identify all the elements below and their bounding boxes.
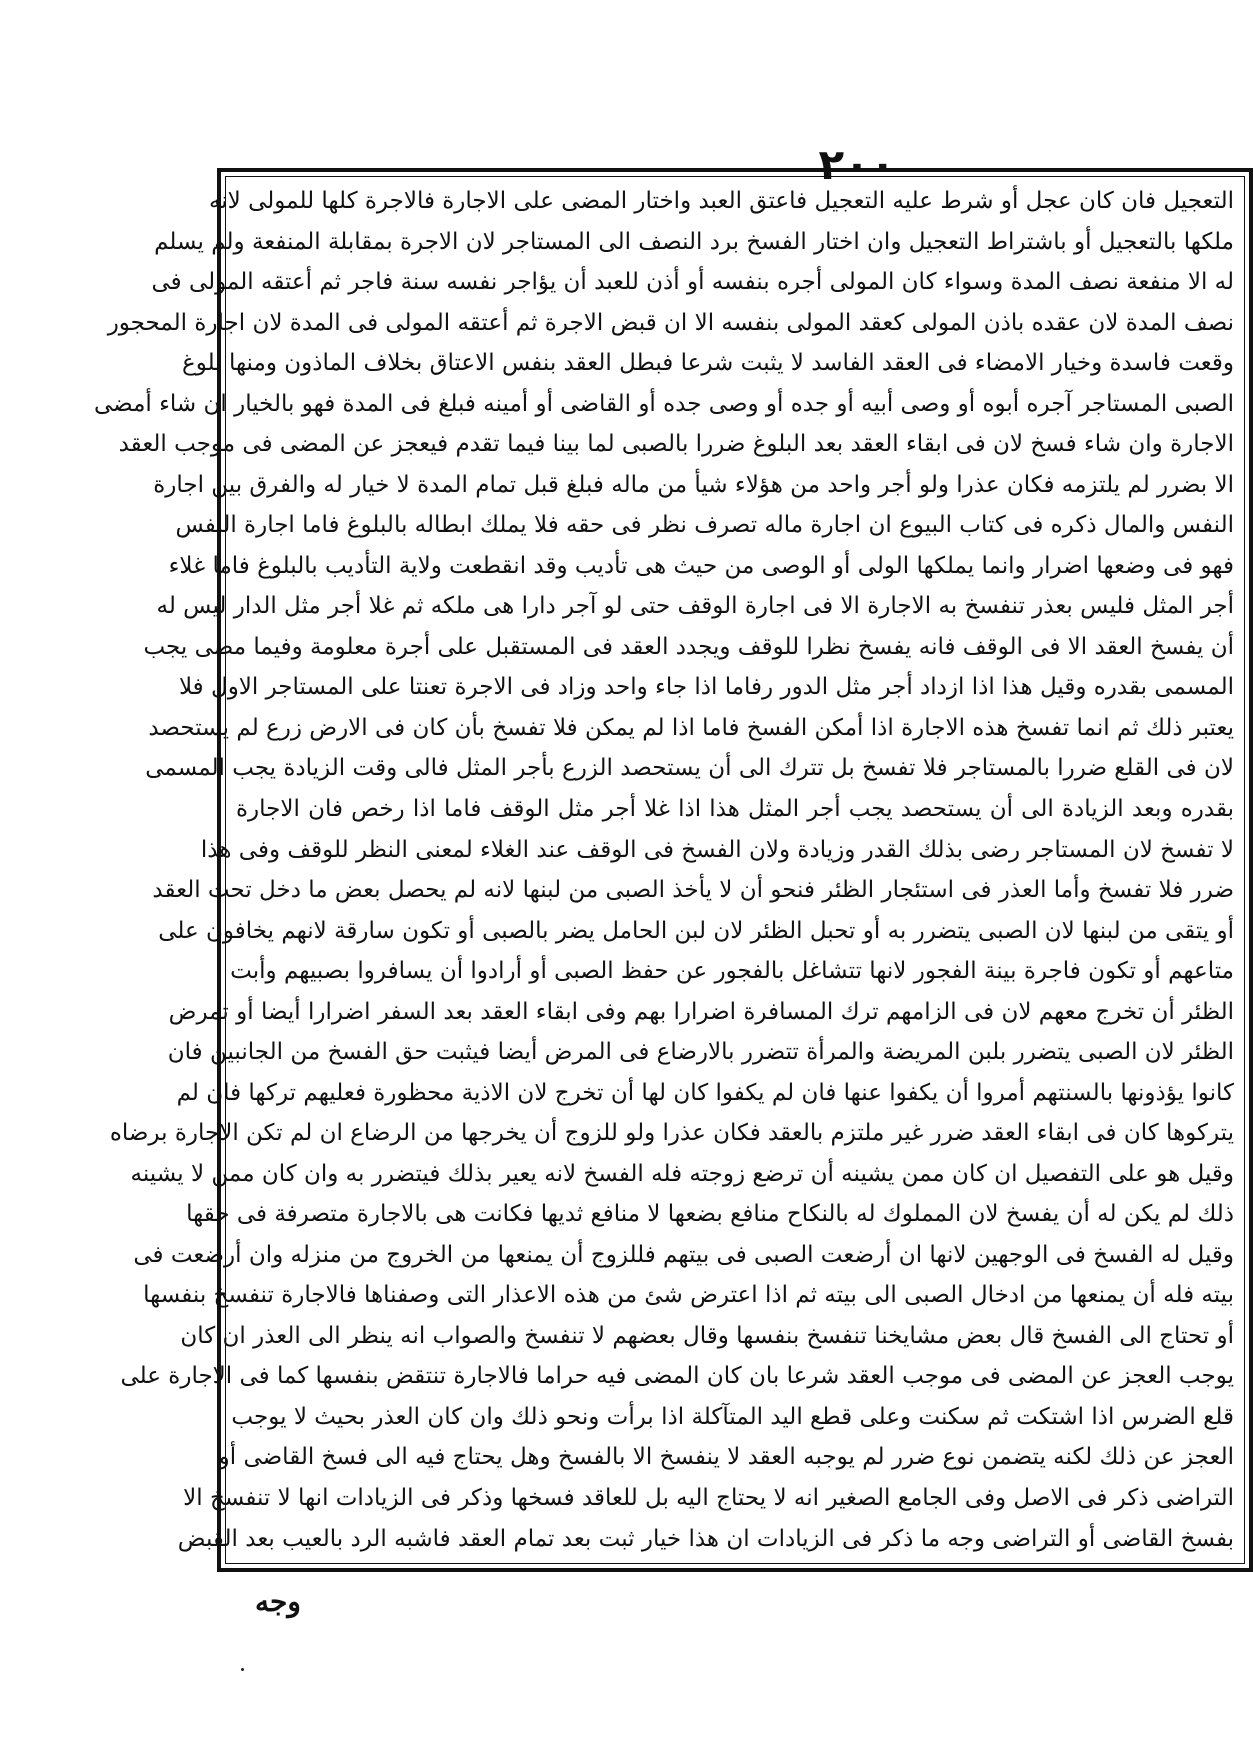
text-line: الظئر أن تخرج معهم لان فى الزامهم ترك المسافرة اضرارا بهم وفى ابقاء العقد بعد السفر اضرارا أيضا أو تمرض — [168, 998, 1234, 1025]
text-line: الاجارة وان شاء فسخ لان فى ابقاء العقد بعد البلوغ ضررا بالصبى لما بينا فيما تقدم فيعجز عن المضى فى موجب العقد — [118, 431, 1234, 458]
page-frame-inner — [93, 176, 1245, 1564]
text-line: متاعهم أو تكون فاجرة بينة الفجور لانها تتشاغل بالفجور عن حفظ الصبى أو أرادوا أن يسافروا بصبيهم وأبت — [230, 958, 1234, 985]
text-line: ملكها بالتعجيل أو باشتراط التعجيل وان اختار الفسخ برد النصف الى المستاجر لان الاجرة بمقابلة المنفعة ولم يسلم — [154, 228, 1234, 255]
text-line: الصبى المستاجر آجره أبوه أو وصى أبيه أو جده أو وصى جده أو القاضى أو أمينه فبلغ فى المدة فهو بالخيار ان شاء أمضى — [93, 390, 1234, 417]
catchword: وجه — [255, 1585, 301, 1618]
text-line: أجر المثل فليس بعذر تنفسخ به الاجارة الا فى اجارة الوقف حتى لو آجر دارا هى ملكه ثم غلا أجر مثل الدار ليس له — [156, 593, 1234, 620]
text-line: وقعت فاسدة وخيار الامضاء فى العقد الفاسد لا يثبت شرعا فبطل العقد بنفس الاعتاق بخلاف الماذون ومنها بلوغ — [182, 350, 1234, 377]
text-line: أن يفسخ العقد الا فى الوقف فانه يفسخ نظرا للوقف ويجدد العقد فى المستقبل على أجرة معلومة وفيما مضى يجب — [143, 633, 1234, 660]
text-line: الا بضرر لم يلتزمه فكان عذرا ولو أجر واحد من هؤلاء شيأ من ماله فبلغ قبل تمام المدة لا خيار له والفرق بين اجارة — [153, 471, 1234, 498]
ink-speck — [241, 1668, 244, 1671]
text-line: بفسخ القاضى أو التراضى وجه ما ذكر فى الزيادات ان هذا خيار ثبت بعد تمام العقد فاشبه الرد بالعيب بعد القبض — [177, 1525, 1234, 1552]
text-line: التعجيل فان كان عجل أو شرط عليه التعجيل فاعتق العبد واختار المضى على الاجارة فالاجرة كلها للمولى لانه — [208, 188, 1234, 214]
text-line: وقيل له الفسخ فى الوجهين لانها ان أرضعت الصبى فى بيتهم فللزوج أن يمنعها من الخروج من منزله وان أرضعت فى — [133, 1241, 1234, 1268]
text-line: بقدره وبعد الزيادة الى أن يستحصد يجب أجر المثل هذا اذا غلا أجر مثل الوقف فاما اذا رخص فان الاجارة — [236, 795, 1234, 822]
main-text-block — [93, 183, 1234, 1557]
text-line: العجز عن ذلك لكنه يتضمن نوع ضرر لم يوجبه العقد لا ينفسخ الا بالفسخ وهل يحتاج فيه الى فسخ القاضى أو — [218, 1444, 1234, 1471]
text-line: المسمى بقدره وقيل هذا اذا ازداد أجر مثل الدور رفاما اذا جاء واحد وزاد فى الاجرة تعنتا على المستاجر الاول فلا — [178, 674, 1234, 701]
text-line: أو يتقى من لبنها لان الصبى يتضرر به أو تحبل الظئر لان لبن الحامل يضر بالصبى أو تكون سارقة لانهم يخافون على — [158, 917, 1234, 944]
text-line: نصف المدة لان عقده باذن المولى كعقد المولى بنفسه الا ان قبض الاجرة ثم أعتقه المولى فى المدة لان اجارة المحجور — [107, 309, 1234, 336]
page-number: ٢٠٠ — [818, 140, 896, 189]
text-line: ضرر فلا تفسخ وأما العذر فى استئجار الظئر فنحو أن لا يأخذ الصبى من لبنها لانه لم يحصل بعض ما دخل تحت العقد — [152, 877, 1234, 904]
text-line: قلع الضرس اذا اشتكت ثم سكنت وعلى قطع اليد المتآكلة اذا برأت ونحو ذلك وان كان العذر بحيث لا يوجب — [231, 1403, 1234, 1430]
text-line: بيته فله أن يمنعها من ادخال الصبى الى بيته ثم اذا اعترض شئ من هذه الاعذار التى وصفناها فالاجارة تنفسخ بنفسها — [143, 1282, 1234, 1309]
text-line: كانوا يؤذونها بالسنتهم أمروا أن يكفوا عنها فان لم يكفوا كان لها أن تخرج لان الاذية محظورة فعليهم تركها فان لم — [176, 1079, 1234, 1106]
text-line: النفس والمال ذكره فى كتاب البيوع ان اجارة ماله تصرف نظر فى حقه فلا يملك ابطاله بالبلوغ فاما اجارة النفس — [175, 512, 1234, 539]
page-frame — [93, 168, 1253, 1572]
text-line: أو تحتاج الى الفسخ قال بعض مشايخنا تنفسخ بنفسها وقال بعضهم لا تنفسخ والصواب انه ينظر الى العذر ان كان — [180, 1322, 1234, 1349]
text-line: له الا منفعة نصف المدة وسواء كان المولى أجره بنفسه أو أذن للعبد أن يؤاجر نفسه سنة فاجر ثم أعتقه المولى فى — [151, 269, 1234, 296]
text-line: ذلك لم يكن له أن يفسخ لان المملوك له بالنكاح منافع بضعها لا منافع ثديها فكانت هى بالاجارة متصرفة فى حقها — [186, 1201, 1234, 1228]
text-line: فهو فى وضعها اضرار وانما يملكها الولى أو الوصى من حيث هى تأديب وقد انقطعت ولاية التأديب بالبلوغ فاما غلاء — [168, 552, 1234, 579]
text-line: يوجب العجز عن المضى فى موجب العقد شرعا بان كان المضى فيه حراما فالاجارة تنتقض بنفسها كما فى الاجارة على — [120, 1363, 1234, 1390]
text-line: لان فى القلع ضررا بالمستاجر فلا تفسخ بل تترك الى أن يستحصد الزرع بأجر المثل فالى وقت الزيادة يجب المسمى — [145, 755, 1234, 782]
text-line: الظئر لان الصبى يتضرر بلبن المريضة والمرأة تتضرر بالارضاع فى المرض أيضا فيثبت حق الفسخ من الجانبين فان — [167, 1039, 1234, 1066]
text-line: وقيل هو على التفصيل ان كان ممن يشينه أن ترضع زوجته فله الفسخ لانه يعير بذلك فيتضرر به وان كان ممن لا يشينه — [130, 1160, 1234, 1187]
text-line: لا تفسخ لان المستاجر رضى بذلك القدر وزيادة ولان الفسخ فى الوقف عند الغلاء لمعنى النظر للوقف وفى هذا — [200, 836, 1234, 863]
text-line: التراضى ذكر فى الاصل وفى الجامع الصغير انه لا يحتاج اليه بل للعاقد فسخها وذكر فى الزيادات انها لا تنفسخ الا — [183, 1485, 1234, 1511]
text-line: يتركوها كان فى ابقاء العقد ضرر غير ملتزم بالعقد فكان عذرا ولو للزوج أن يخرجها من الرضاع ان لم تكن الاجارة برضاه — [109, 1120, 1234, 1147]
text-line: يعتبر ذلك ثم انما تفسخ هذه الاجارة اذا أمكن الفسخ فاما اذا لم يمكن فلا تفسخ بأن كان فى الارض زرع لم يستحصد — [148, 714, 1234, 741]
